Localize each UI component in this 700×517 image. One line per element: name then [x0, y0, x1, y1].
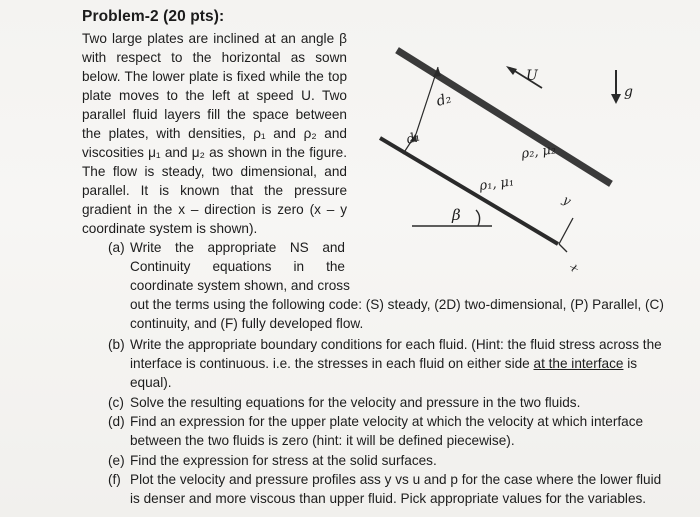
x-axis-label: x [567, 262, 583, 274]
part-b-letter: (b) [108, 337, 125, 352]
part-b-text: is [623, 356, 638, 371]
problem-title: Problem-2 (20 pts): [82, 8, 225, 25]
part-b-line: equal). [130, 375, 172, 390]
part-a-line: continuity, and (F) fully developed flow. [130, 316, 364, 331]
velocity-label: U [526, 68, 538, 84]
intro-line: the plates, with densities, ρ₁ and ρ₂ and [82, 126, 347, 141]
interface-underlined: at the interface [533, 356, 624, 371]
part-f-line: Plot the velocity and pressure profiles ass y vs u and p for the case where the lower fluid [130, 472, 662, 487]
y-axis [559, 218, 573, 244]
part-a-line: Continuity equations in the [130, 259, 345, 274]
top-plate [400, 52, 608, 182]
velocity-arrow-head [506, 66, 517, 75]
part-c-letter: (c) [108, 395, 124, 410]
part-f-letter: (f) [108, 472, 121, 487]
intro-line: below. The lower plate is fixed while the top [82, 69, 347, 84]
fluid1-label: ρ₁, μ₁ [478, 174, 515, 194]
intro-line: Two large plates are inclined at an angle β [82, 31, 347, 46]
part-e-letter: (e) [108, 453, 125, 468]
gravity-arrow-head [611, 94, 621, 104]
gravity-label: g [624, 84, 633, 100]
part-c-line: Solve the resulting equations for the velocity and pressure in the two fluids. [130, 395, 581, 410]
part-a-letter: (a) [108, 240, 125, 255]
part-a-line: Write the appropriate NS and [130, 240, 345, 255]
part-b-line [130, 356, 637, 371]
inclined-plates-figure [360, 30, 700, 290]
fluid2-label: ρ₂, μ₂ [520, 142, 557, 162]
part-b-line: Write the appropriate boundary conditions for each fluid. (Hint: the fluid stress across the [130, 337, 662, 352]
intro-line: The flow is steady, two dimensional, and [82, 164, 347, 179]
part-e-line: Find the expression for stress at the solid surfaces. [130, 453, 437, 468]
intro-line: with respect to the horizontal as sown [82, 50, 347, 65]
intro-line: gradient in the x – direction is zero (x – y [82, 202, 347, 217]
y-axis-label: y [560, 192, 574, 208]
intro-line: viscosities μ₁ and μ₂ as shown in the figure. [82, 145, 347, 160]
d2-dimension-line [416, 67, 438, 134]
x-axis [559, 244, 567, 252]
d1-label: d₁ [404, 129, 423, 148]
intro-line: coordinate system is shown). [82, 221, 258, 236]
intro-line: plate moves to the left at speed U. Two [82, 88, 347, 103]
part-d-line: Find an expression for the upper plate velocity at which the velocity at which interface [130, 414, 644, 429]
part-d-letter: (d) [108, 414, 125, 429]
d2-label: d₂ [434, 90, 454, 110]
part-d-line: between the two fluids is zero (hint: it will be defined piecewise). [130, 433, 515, 448]
part-b-text: interface is continuous. i.e. the stresses in each fluid on either side [130, 356, 534, 371]
part-a-line: coordinate system shown, and cross [130, 278, 350, 293]
part-f-line: is denser and more viscous than upper fluid. Pick appropriate values for the variables. [130, 491, 647, 506]
beta-arc [476, 210, 480, 226]
beta-label: β [452, 206, 461, 224]
intro-line: parallel. It is known that the pressure [82, 183, 347, 198]
intro-line: parallel fluid layers fill the space between [82, 107, 347, 122]
part-a-line: out the terms using the following code: (S) steady, (2D) two-dimensional, (P) Parallel, (C) [130, 297, 664, 312]
